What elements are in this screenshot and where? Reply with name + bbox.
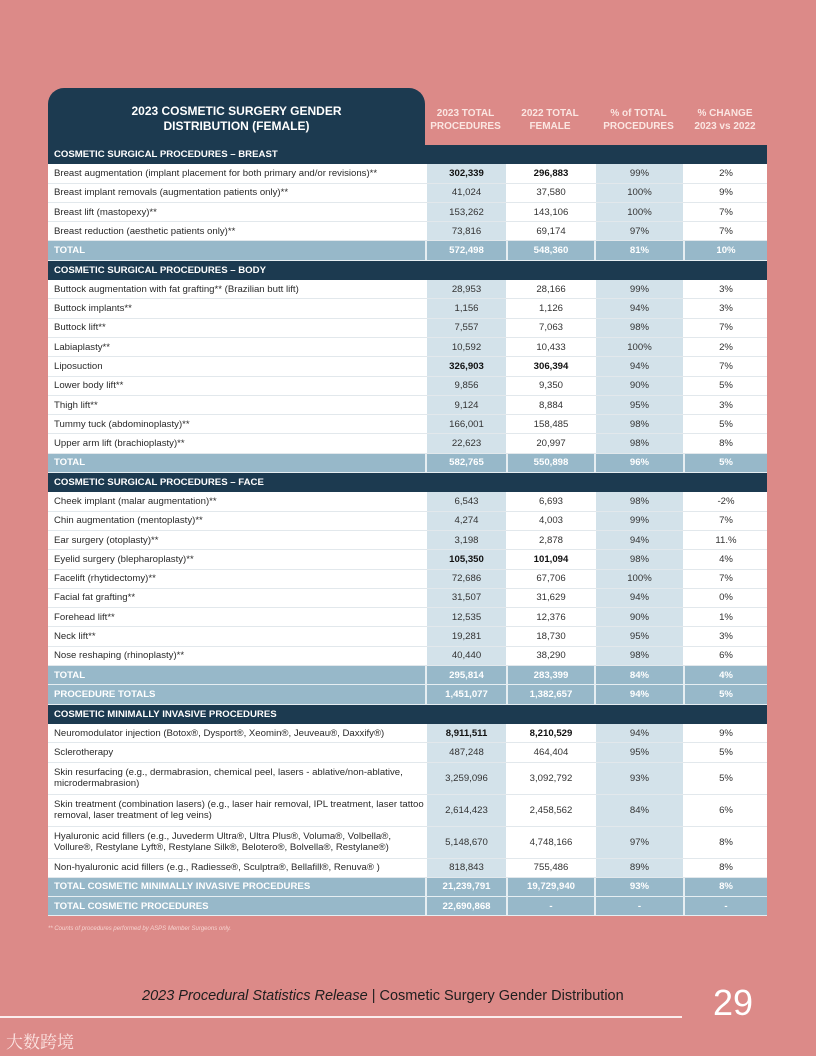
pct-total-cell: 98% <box>594 415 683 433</box>
pct-change-cell: 7% <box>683 319 767 337</box>
pct-total-cell: 94% <box>594 724 683 742</box>
procedure-label: Chin augmentation (mentoplasty)** <box>54 515 203 527</box>
table-header <box>48 88 767 145</box>
procedure-label: Nose reshaping (rhinoplasty)** <box>54 650 185 662</box>
total-2022-cell: 12,376 <box>506 608 594 626</box>
table-row <box>48 434 767 453</box>
procedure-label: TOTAL COSMETIC MINIMALLY INVASIVE PROCEDURES <box>54 881 311 893</box>
total-2022-cell: 38,290 <box>506 647 594 665</box>
total-2023-cell: 5,148,670 <box>425 827 506 858</box>
table-row <box>48 550 767 569</box>
procedure-label: Hyaluronic acid fillers (e.g., Juvederm Ultra®, Ultra Plus®, Voluma®, Volbella®, Vollure®, Restylane Lyft®, Restylane Silk®, Belotero®, Bolvella®, Restylane®) <box>54 831 391 853</box>
pct-change-cell: 5% <box>683 743 767 761</box>
pct-change-cell: 8% <box>683 827 767 858</box>
total-2022-cell: 10,433 <box>506 338 594 356</box>
table-row <box>48 184 767 203</box>
procedure-label: Buttock augmentation with fat grafting** (Brazilian butt lift) <box>54 283 299 295</box>
section-header: COSMETIC SURGICAL PROCEDURES – BODY <box>48 261 767 280</box>
total-2023-cell: 22,623 <box>425 434 506 452</box>
pct-change-cell: 8% <box>683 434 767 452</box>
pct-total-cell: 81% <box>594 241 683 259</box>
pct-total-cell: 90% <box>594 608 683 626</box>
pct-total-cell: 98% <box>594 647 683 665</box>
pct-change-cell: 7% <box>683 512 767 530</box>
footnote: ** Counts of procedures performed by ASPS Member Surgeons only. <box>48 926 232 932</box>
total-2022-cell: 69,174 <box>506 222 594 240</box>
table-row <box>48 222 767 241</box>
total-2022-cell: 101,094 <box>506 550 594 568</box>
total-2022-cell: 7,063 <box>506 319 594 337</box>
table-row <box>48 589 767 608</box>
pct-total-cell: 97% <box>594 827 683 858</box>
total-2022-cell: 3,092,792 <box>506 763 594 794</box>
total-2022-cell: 1,382,657 <box>506 685 594 703</box>
procedure-label: TOTAL <box>54 245 86 257</box>
pct-total-cell: 94% <box>594 299 683 317</box>
total-2023-cell: 302,339 <box>425 164 506 182</box>
total-2023-cell: 10,592 <box>425 338 506 356</box>
procedure-label: Facial fat grafting** <box>54 592 136 604</box>
title-line-1: 2023 COSMETIC SURGERY GENDER <box>131 103 342 118</box>
total-2022-cell: 8,210,529 <box>506 724 594 742</box>
total-2023-cell: 21,239,791 <box>425 878 506 896</box>
pct-total-cell: 94% <box>594 685 683 703</box>
procedure-label: Ear surgery (otoplasty)** <box>54 534 159 546</box>
procedure-label: Skin treatment (combination lasers) (e.g., laser hair removal, IPL treatment, laser tattoo removal, laser treatment of leg veins) <box>54 799 424 821</box>
total-2022-cell: 8,884 <box>506 396 594 414</box>
total-2023-cell: 326,903 <box>425 357 506 375</box>
pct-total-cell: 100% <box>594 184 683 202</box>
table-row <box>48 531 767 550</box>
title-line-2: DISTRIBUTION (FEMALE) <box>163 118 310 133</box>
procedure-label: Thigh lift** <box>54 399 98 411</box>
pct-change-cell: 3% <box>683 627 767 645</box>
pct-change-cell: 2% <box>683 164 767 182</box>
total-2022-cell: 19,729,940 <box>506 878 594 896</box>
pct-change-cell: 2% <box>683 338 767 356</box>
procedure-label: Eyelid surgery (blepharoplasty)** <box>54 553 194 565</box>
total-2023-cell: 9,856 <box>425 377 506 395</box>
procedure-label: Breast implant removals (augmentation patients only)** <box>54 187 289 199</box>
procedure-label: Buttock implants** <box>54 303 132 315</box>
col-header-2022-total: 2022 TOTAL FEMALE <box>521 107 579 132</box>
pct-change-cell: 3% <box>683 280 767 298</box>
procedure-label: TOTAL <box>54 669 86 681</box>
total-2022-cell: 4,748,166 <box>506 827 594 858</box>
total-2023-cell: 166,001 <box>425 415 506 433</box>
procedure-label: Sclerotherapy <box>54 746 114 758</box>
pct-change-cell: 5% <box>683 415 767 433</box>
procedure-label: Breast lift (mastopexy)** <box>54 206 157 218</box>
total-2023-cell: 582,765 <box>425 454 506 472</box>
total-2022-cell: 28,166 <box>506 280 594 298</box>
footer-report-name: 2023 Procedural Statistics Release <box>142 988 368 1004</box>
total-2023-cell: 19,281 <box>425 627 506 645</box>
total-2022-cell: 755,486 <box>506 859 594 877</box>
pct-change-cell: 3% <box>683 299 767 317</box>
procedure-label: Facelift (rhytidectomy)** <box>54 573 156 585</box>
pct-change-cell: 6% <box>683 795 767 826</box>
total-2022-cell: 143,106 <box>506 203 594 221</box>
col-header-pct-total: % of TOTAL PROCEDURES <box>603 107 674 132</box>
procedure-label: Buttock lift** <box>54 322 106 334</box>
total-2023-cell: 22,690,868 <box>425 897 506 915</box>
total-2023-cell: 572,498 <box>425 241 506 259</box>
section-header: COSMETIC MINIMALLY INVASIVE PROCEDURES <box>48 705 767 724</box>
total-2022-cell: 67,706 <box>506 570 594 588</box>
total-2023-cell: 487,248 <box>425 743 506 761</box>
table-row <box>48 512 767 531</box>
pct-total-cell: 84% <box>594 666 683 684</box>
total-2022-cell: - <box>506 897 594 915</box>
footer-title <box>142 988 624 1004</box>
pct-change-cell: 5% <box>683 454 767 472</box>
pct-total-cell: 90% <box>594 377 683 395</box>
pct-change-cell: 7% <box>683 570 767 588</box>
procedure-label: Skin resurfacing (e.g., dermabrasion, chemical peel, lasers - ablative/non-ablative, microdermabrasion) <box>54 767 403 789</box>
total-2023-cell: 41,024 <box>425 184 506 202</box>
procedure-label: PROCEDURE TOTALS <box>54 688 156 700</box>
procedure-label: TOTAL COSMETIC PROCEDURES <box>54 900 209 912</box>
footer-section-name: | Cosmetic Surgery Gender Distribution <box>367 988 624 1004</box>
total-2022-cell: 158,485 <box>506 415 594 433</box>
table-row <box>48 608 767 627</box>
pct-change-cell: 6% <box>683 647 767 665</box>
section-header: COSMETIC SURGICAL PROCEDURES – FACE <box>48 473 767 492</box>
procedure-label: Liposuction <box>54 360 103 372</box>
total-row <box>48 685 767 704</box>
total-2022-cell: 296,883 <box>506 164 594 182</box>
table-row <box>48 164 767 183</box>
procedure-label: Breast reduction (aesthetic patients only)** <box>54 225 236 237</box>
total-2023-cell: 153,262 <box>425 203 506 221</box>
procedure-label: Non-hyaluronic acid fillers (e.g., Radiesse®, Sculptra®, Bellafill®, Renuva® ) <box>54 862 380 874</box>
pct-total-cell: 98% <box>594 434 683 452</box>
table-title <box>48 88 425 145</box>
table-row <box>48 795 767 827</box>
procedure-label: Labiaplasty** <box>54 341 111 353</box>
pct-change-cell: 11.% <box>683 531 767 549</box>
pct-change-cell: 5% <box>683 685 767 703</box>
table-row <box>48 570 767 589</box>
total-2022-cell: 2,458,562 <box>506 795 594 826</box>
table-body <box>48 145 767 916</box>
total-2022-cell: 306,394 <box>506 357 594 375</box>
table-row <box>48 396 767 415</box>
table-row <box>48 743 767 762</box>
pct-change-cell: 9% <box>683 724 767 742</box>
table-row <box>48 280 767 299</box>
total-2023-cell: 105,350 <box>425 550 506 568</box>
pct-change-cell: 0% <box>683 589 767 607</box>
gender-distribution-table <box>48 88 767 916</box>
table-row <box>48 763 767 795</box>
total-2022-cell: 550,898 <box>506 454 594 472</box>
pct-total-cell: 84% <box>594 795 683 826</box>
total-2022-cell: 31,629 <box>506 589 594 607</box>
pct-total-cell: - <box>594 897 683 915</box>
procedure-label: Cheek implant (malar augmentation)** <box>54 495 217 507</box>
pct-change-cell: 7% <box>683 203 767 221</box>
total-2022-cell: 18,730 <box>506 627 594 645</box>
procedure-label: Neuromodulator injection (Botox®, Dysport®, Xeomin®, Jeuveau®, Daxxify®) <box>54 727 385 739</box>
procedure-label: Neck lift** <box>54 631 96 643</box>
pct-change-cell: 1% <box>683 608 767 626</box>
procedure-label: Breast augmentation (implant placement for both primary and/or revisions)** <box>54 167 378 179</box>
pct-change-cell: 5% <box>683 377 767 395</box>
pct-total-cell: 98% <box>594 492 683 510</box>
procedure-label: Upper arm lift (brachioplasty)** <box>54 438 185 450</box>
pct-total-cell: 95% <box>594 743 683 761</box>
section-header: COSMETIC SURGICAL PROCEDURES – BREAST <box>48 145 767 164</box>
watermark: 大数跨境 <box>6 1033 74 1052</box>
procedure-label: Lower body lift** <box>54 380 124 392</box>
pct-total-cell: 94% <box>594 357 683 375</box>
total-row <box>48 454 767 473</box>
table-row <box>48 203 767 222</box>
pct-total-cell: 96% <box>594 454 683 472</box>
pct-change-cell: 4% <box>683 550 767 568</box>
total-2022-cell: 6,693 <box>506 492 594 510</box>
table-row <box>48 338 767 357</box>
table-row <box>48 724 767 743</box>
pct-total-cell: 98% <box>594 550 683 568</box>
total-2022-cell: 9,350 <box>506 377 594 395</box>
total-2023-cell: 28,953 <box>425 280 506 298</box>
pct-total-cell: 98% <box>594 319 683 337</box>
total-2023-cell: 3,198 <box>425 531 506 549</box>
total-2023-cell: 31,507 <box>425 589 506 607</box>
pct-total-cell: 93% <box>594 763 683 794</box>
footer-divider <box>0 1016 682 1018</box>
total-2022-cell: 37,580 <box>506 184 594 202</box>
total-2022-cell: 548,360 <box>506 241 594 259</box>
col-header-2023-total: 2023 TOTAL PROCEDURES <box>430 107 501 132</box>
total-2023-cell: 73,816 <box>425 222 506 240</box>
procedure-label: Tummy tuck (abdominoplasty)** <box>54 418 190 430</box>
pct-total-cell: 97% <box>594 222 683 240</box>
pct-change-cell: 4% <box>683 666 767 684</box>
table-row <box>48 859 767 878</box>
pct-total-cell: 100% <box>594 203 683 221</box>
total-2022-cell: 4,003 <box>506 512 594 530</box>
pct-total-cell: 94% <box>594 589 683 607</box>
pct-total-cell: 99% <box>594 164 683 182</box>
total-2023-cell: 9,124 <box>425 396 506 414</box>
total-2023-cell: 295,814 <box>425 666 506 684</box>
total-2023-cell: 2,614,423 <box>425 795 506 826</box>
pct-change-cell: 9% <box>683 184 767 202</box>
total-2023-cell: 7,557 <box>425 319 506 337</box>
pct-change-cell: -2% <box>683 492 767 510</box>
total-2022-cell: 464,404 <box>506 743 594 761</box>
total-2022-cell: 2,878 <box>506 531 594 549</box>
table-row <box>48 299 767 318</box>
total-2023-cell: 4,274 <box>425 512 506 530</box>
table-row <box>48 492 767 511</box>
total-2023-cell: 8,911,511 <box>425 724 506 742</box>
total-2023-cell: 818,843 <box>425 859 506 877</box>
pct-total-cell: 89% <box>594 859 683 877</box>
table-row <box>48 627 767 646</box>
table-row <box>48 357 767 376</box>
table-row <box>48 319 767 338</box>
pct-total-cell: 95% <box>594 627 683 645</box>
pct-total-cell: 95% <box>594 396 683 414</box>
total-row <box>48 878 767 897</box>
total-2022-cell: 20,997 <box>506 434 594 452</box>
pct-total-cell: 99% <box>594 280 683 298</box>
pct-change-cell: 8% <box>683 878 767 896</box>
pct-total-cell: 99% <box>594 512 683 530</box>
pct-total-cell: 100% <box>594 338 683 356</box>
total-2023-cell: 72,686 <box>425 570 506 588</box>
total-row <box>48 897 767 916</box>
procedure-label: TOTAL <box>54 457 86 469</box>
table-row <box>48 827 767 859</box>
table-row <box>48 647 767 666</box>
pct-change-cell: 5% <box>683 763 767 794</box>
total-2022-cell: 283,399 <box>506 666 594 684</box>
total-row <box>48 241 767 260</box>
pct-change-cell: 7% <box>683 357 767 375</box>
page-number: 29 <box>713 982 754 1023</box>
pct-total-cell: 100% <box>594 570 683 588</box>
total-2023-cell: 3,259,096 <box>425 763 506 794</box>
pct-change-cell: 10% <box>683 241 767 259</box>
total-2023-cell: 40,440 <box>425 647 506 665</box>
pct-change-cell: 7% <box>683 222 767 240</box>
total-2023-cell: 1,451,077 <box>425 685 506 703</box>
pct-change-cell: 3% <box>683 396 767 414</box>
pct-total-cell: 94% <box>594 531 683 549</box>
total-2023-cell: 12,535 <box>425 608 506 626</box>
pct-change-cell: - <box>683 897 767 915</box>
procedure-label: Forehead lift** <box>54 611 115 623</box>
col-header-pct-change: % CHANGE 2023 vs 2022 <box>694 107 756 132</box>
total-row <box>48 666 767 685</box>
table-row <box>48 415 767 434</box>
pct-change-cell: 8% <box>683 859 767 877</box>
pct-total-cell: 93% <box>594 878 683 896</box>
table-row <box>48 377 767 396</box>
total-2022-cell: 1,126 <box>506 299 594 317</box>
total-2023-cell: 1,156 <box>425 299 506 317</box>
total-2023-cell: 6,543 <box>425 492 506 510</box>
